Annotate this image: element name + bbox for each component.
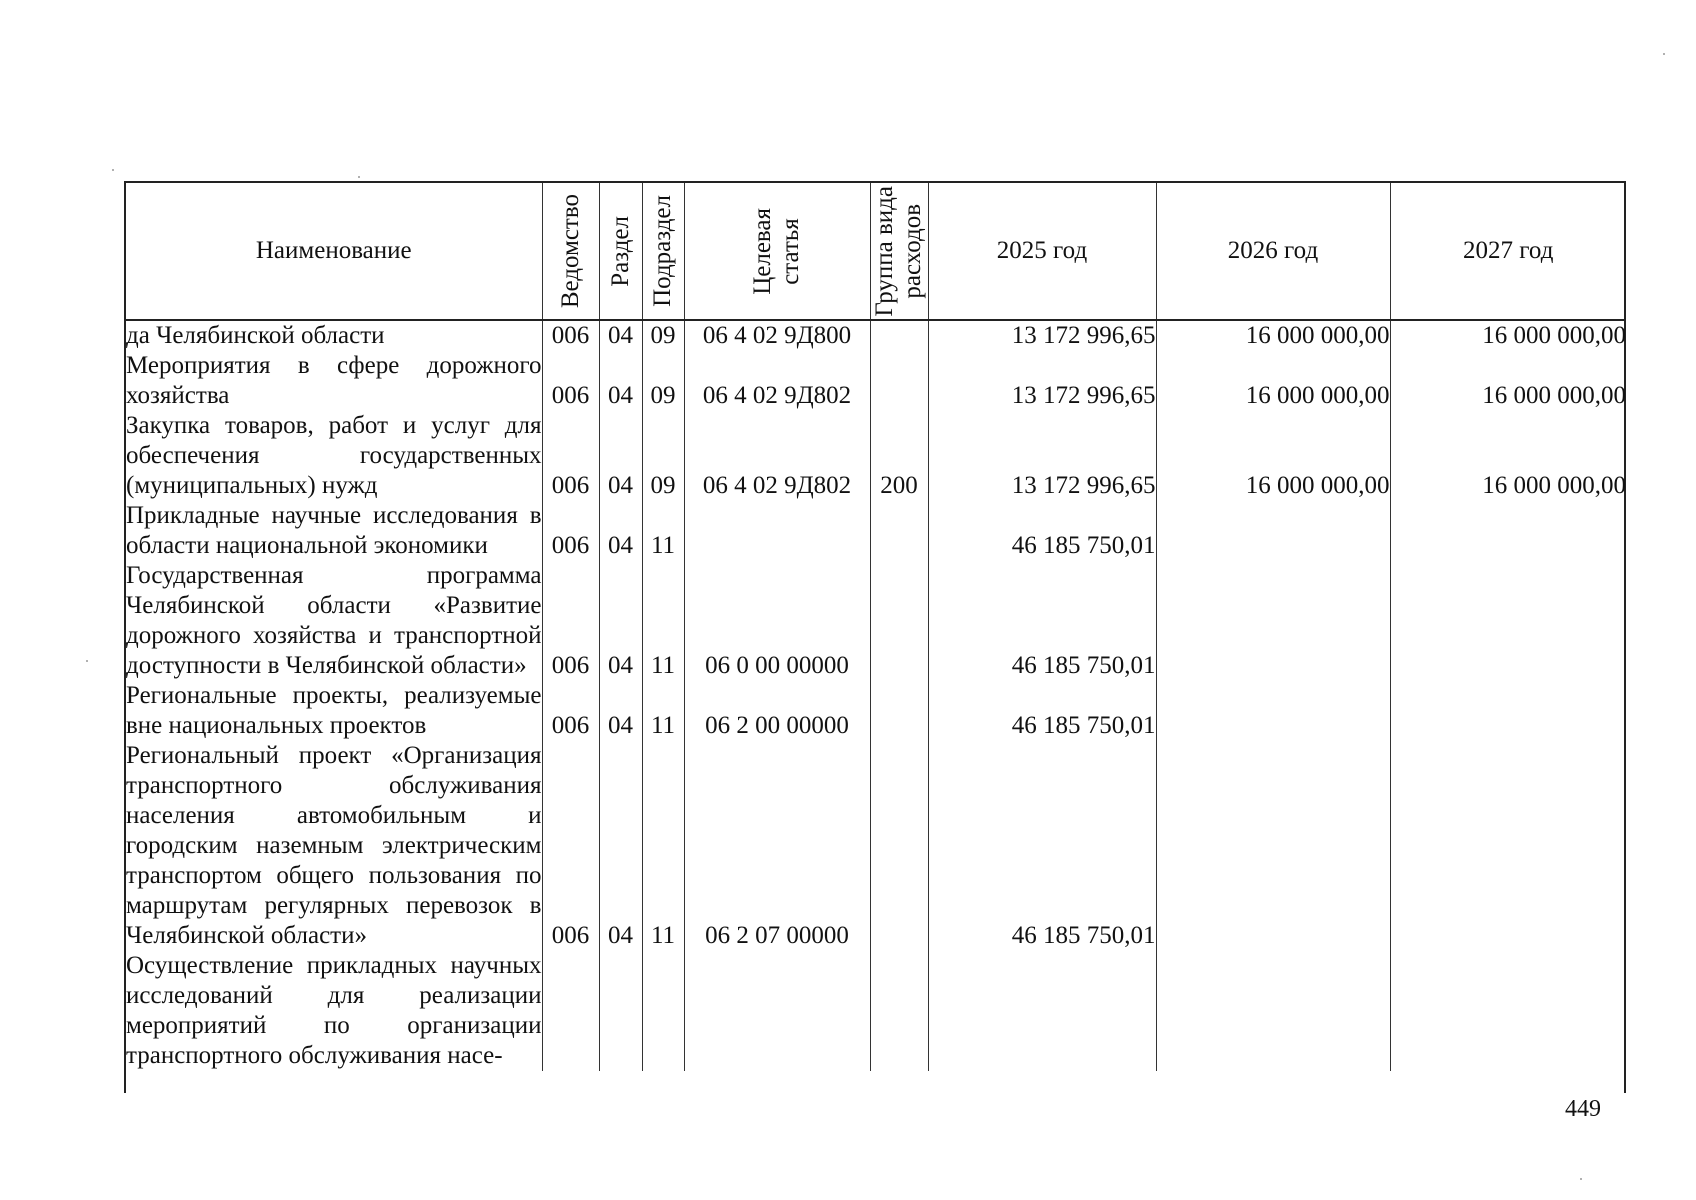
table-row	[126, 951, 1626, 1071]
row-razdel: 04	[599, 681, 642, 741]
row-amount-2025: 46 185 750,01	[928, 501, 1156, 561]
row-vedomstvo: 006	[542, 561, 599, 681]
row-vedomstvo	[542, 951, 599, 1071]
table-row	[126, 501, 1626, 561]
table-row	[126, 681, 1626, 741]
row-amount-2026	[1156, 501, 1390, 561]
scan-speck	[1580, 1178, 1582, 1180]
row-amount-2026: 16 000 000,00	[1156, 411, 1390, 501]
row-gruppa	[870, 681, 928, 741]
table-header-row	[126, 183, 1626, 320]
row-amount-2025	[928, 951, 1156, 1071]
row-amount-2026: 16 000 000,00	[1156, 320, 1390, 351]
row-vedomstvo: 006	[542, 320, 599, 351]
row-tselevaya-statya	[684, 951, 870, 1071]
table-row	[126, 411, 1626, 501]
budget-table-frame	[124, 181, 1626, 1093]
header-name: Наименование	[126, 183, 542, 320]
row-amount-2025: 13 172 996,65	[928, 351, 1156, 411]
table-row	[126, 741, 1626, 951]
row-vedomstvo: 006	[542, 501, 599, 561]
header-2026: 2026 год	[1156, 183, 1390, 320]
row-amount-2025: 46 185 750,01	[928, 741, 1156, 951]
row-name: Региональные проекты, реализуемые вне национальных проектов	[126, 682, 542, 739]
row-amount-2026	[1156, 561, 1390, 681]
row-amount-2027	[1390, 681, 1626, 741]
row-name: Мероприятия в сфере дорожного хозяйства	[126, 352, 542, 409]
row-podrazdel	[642, 951, 684, 1071]
row-tselevaya-statya: 06 2 07 00000	[684, 741, 870, 951]
row-gruppa	[870, 320, 928, 351]
row-tselevaya-statya: 06 2 00 00000	[684, 681, 870, 741]
row-tselevaya-statya	[684, 501, 870, 561]
row-vedomstvo: 006	[542, 351, 599, 411]
row-razdel	[599, 951, 642, 1071]
header-podrazdel: Подраздел	[642, 183, 684, 320]
header-2025: 2025 год	[928, 183, 1156, 320]
table-row	[126, 561, 1626, 681]
row-razdel: 04	[599, 411, 642, 501]
budget-table	[126, 183, 1626, 1071]
row-gruppa	[870, 351, 928, 411]
row-podrazdel: 11	[642, 681, 684, 741]
row-amount-2026	[1156, 681, 1390, 741]
row-gruppa	[870, 561, 928, 681]
row-amount-2026	[1156, 741, 1390, 951]
table-row	[126, 351, 1626, 411]
row-amount-2027	[1390, 561, 1626, 681]
row-razdel: 04	[599, 561, 642, 681]
row-amount-2025: 13 172 996,65	[928, 411, 1156, 501]
scan-speck	[358, 176, 360, 178]
row-podrazdel: 11	[642, 501, 684, 561]
header-tselevaya-statya: Целевая статья	[684, 183, 870, 320]
scan-speck	[1663, 53, 1665, 55]
row-amount-2027: 16 000 000,00	[1390, 320, 1626, 351]
row-amount-2027: 16 000 000,00	[1390, 411, 1626, 501]
row-name: Региональный проект «Организация транспортного обслуживания населения автомобильным и городским наземным электрическим транспортом общего пользования по маршрутам регулярных перевозок в Челябинской области»	[126, 742, 542, 949]
row-name: Осуществление прикладных научных исследований для реализации мероприятий по организации транспортного обслуживания насе-	[126, 952, 542, 1069]
row-vedomstvo: 006	[542, 741, 599, 951]
row-amount-2025: 46 185 750,01	[928, 561, 1156, 681]
row-amount-2025: 46 185 750,01	[928, 681, 1156, 741]
row-gruppa	[870, 951, 928, 1071]
page-number: 449	[1565, 1096, 1601, 1122]
row-vedomstvo: 006	[542, 681, 599, 741]
scan-speck	[112, 169, 114, 171]
row-podrazdel: 11	[642, 741, 684, 951]
row-name: Закупка товаров, работ и услуг для обеспечения государственных (муниципальных) нужд	[126, 412, 542, 499]
row-razdel: 04	[599, 320, 642, 351]
row-tselevaya-statya: 06 4 02 9Д802	[684, 411, 870, 501]
row-amount-2026: 16 000 000,00	[1156, 351, 1390, 411]
row-razdel: 04	[599, 741, 642, 951]
row-podrazdel: 11	[642, 561, 684, 681]
row-razdel: 04	[599, 351, 642, 411]
header-gruppa-vida-raskhodov: Группа вида расходов	[870, 183, 928, 320]
row-amount-2025: 13 172 996,65	[928, 320, 1156, 351]
row-name: Прикладные научные исследования в области национальной экономики	[126, 502, 542, 559]
row-tselevaya-statya: 06 4 02 9Д802	[684, 351, 870, 411]
scan-speck	[86, 660, 88, 662]
row-gruppa: 200	[870, 411, 928, 501]
header-2027: 2027 год	[1390, 183, 1626, 320]
row-gruppa	[870, 501, 928, 561]
row-gruppa	[870, 741, 928, 951]
row-amount-2027: 16 000 000,00	[1390, 351, 1626, 411]
row-podrazdel: 09	[642, 411, 684, 501]
header-vedomstvo: Ведомство	[542, 183, 599, 320]
header-razdel: Раздел	[599, 183, 642, 320]
row-razdel: 04	[599, 501, 642, 561]
row-podrazdel: 09	[642, 351, 684, 411]
row-tselevaya-statya: 06 0 00 00000	[684, 561, 870, 681]
table-row	[126, 320, 1626, 351]
row-amount-2027	[1390, 501, 1626, 561]
row-tselevaya-statya: 06 4 02 9Д800	[684, 320, 870, 351]
row-amount-2026	[1156, 951, 1390, 1071]
row-podrazdel: 09	[642, 320, 684, 351]
row-name: да Челябинской области	[126, 322, 385, 349]
row-amount-2027	[1390, 741, 1626, 951]
row-vedomstvo: 006	[542, 411, 599, 501]
row-name: Государственная программа Челябинской области «Развитие дорожного хозяйства и транспортной доступности в Челябинской области»	[126, 562, 542, 679]
row-amount-2027	[1390, 951, 1626, 1071]
